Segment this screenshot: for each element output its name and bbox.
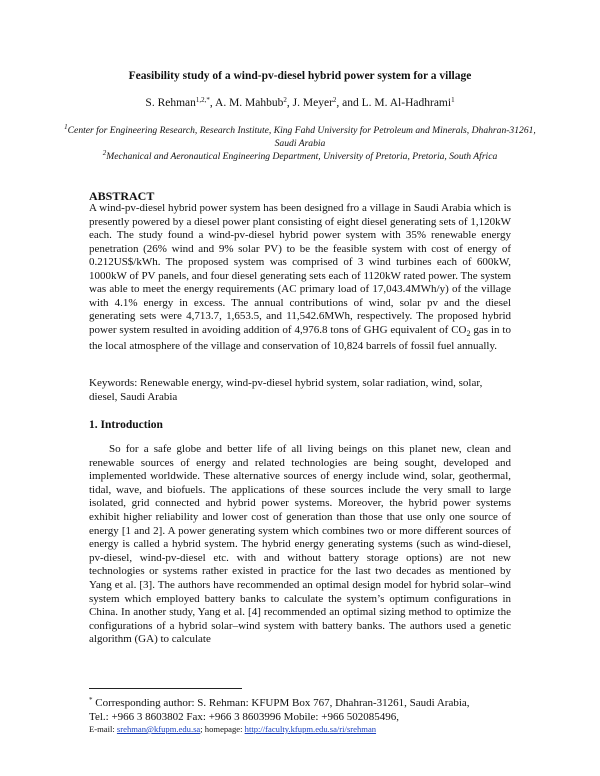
section-heading-introduction: 1. Introduction [89,419,163,431]
footnote-line-1 [89,697,529,711]
author-name: J. Meyer [292,97,333,109]
footnote-divider [89,688,242,689]
author-superscript: 2 [283,96,287,104]
author-separator: , and [336,97,362,109]
email-label: E-mail: [89,724,117,734]
author-superscript: 2 [332,96,337,104]
affiliation-number: 2 [102,149,107,157]
footnote-line-2: Tel.: +966 3 8603802 Fax: +966 3 8603996 Mobile: +966 502085496, [89,710,399,723]
abstract-heading: ABSTRACT [89,189,155,203]
introduction-paragraph: So for a safe globe and better life of all living beings on this planet new, clean and renewable sources of energy and related technologies are being sought, developed and implemented worldwide. These alternative sources of energy include wind, solar, geothermal, tidal, wave, and biofuels. The applications of these sources include the very small to large isolated, grid connected and hybrid power systems. Moreover, the hybrid power systems exhibit higher reliability and lower cost of generation than those that use only one source of energy [1 and 2]. A power generating system which combines two or more different sources of energy is called a hybrid system. The hybrid energy generating systems (such as wind-diesel, pv-diesel, wind-pv-diesel etc. with and without battery storage options) are not new technologies or systems rather existed in practice for the last two decades as mentioned by Yang et al. [3]. The authors have recommended an optimal design model for hybrid solar–wind system which employed battery banks to calculate the system’s optimum configurations in China. In another study, Yang et al. [4] recommended an optimal sizing method to optimize the configurations of a hybrid solar–wind system with battery banks. The authors used a genetic algorithm (GA) to calculate [89,443,511,646]
author-list [0,97,600,109]
abstract-text: A wind-pv-diesel hybrid power system has been designed fro a village in Saudi Arabia which is presently powered by a diesel power plant consisting of eight diesel generating sets of 1,120kW each. The study found a wind-pv-diesel hybrid power system with 35% renewable energy penetration (26% wind and 9% solar PV) to be the feasible system with cost of energy of 0.212US$/kWh. The proposed system was comprised of 3 wind turbines each of 600kW, 1000kW of PV panels, and four diesel generating sets each of 1120kW rated power. The system was able to meet the energy requirements (AC primary load of 17,043.4MWh/y) of the village with 4.1% energy in excess. The annual contributions of wind, solar pv and the diesel generating sets were 4,713.7, 1,653.5, and 11,542.6MWh, respectively. The proposed hybrid power system resulted in avoiding addition of 4,976.8 tons of GHG equivalent of CO [89,202,511,336]
affiliation-text: Mechanical and Aeronautical Engineering Department, University of Pretoria, Pretoria, South Africa [106,151,498,162]
homepage-label: ; homepage: [200,724,245,734]
affiliation-1 [60,124,540,150]
abstract-text-end: gas in to the local atmosphere of the village and conservation of 10,824 barrels of fossil fuel annually. [89,323,511,353]
footnote [89,697,529,724]
author-separator: , [286,97,293,109]
author-superscript: 1 [451,96,455,104]
paper-title: Feasibility study of a wind-pv-diesel hybrid power system for a village [128,70,472,82]
co2-subscript: 2 [466,328,471,338]
author-name: S. Rehman [145,97,196,109]
footnote-text: Corresponding author: S. Rehman: KFUPM Box 767, Dhahran-31261, Saudi Arabia, [92,697,470,709]
author-name: A. M. Mahbub [215,97,284,109]
keywords: Keywords: Renewable energy, wind-pv-diesel hybrid system, solar radiation, wind, solar, diesel, Saudi Arabia [89,377,483,403]
abstract-body [89,202,511,354]
author-superscript: 1,2,* [195,96,210,104]
affiliation-2 [60,150,540,163]
author-separator: , [209,97,216,109]
affiliation-number: 1 [64,123,68,131]
author-name: L. M. Al-Hadhrami [361,97,452,109]
footnote-mark: * [89,696,93,704]
footnote-contact [89,724,529,734]
affiliation-text: Center for Engineering Research, Research Institute, King Fahd University for Petroleum and Minerals, Dhahran-31261, Saudi Arabia [67,125,536,149]
email-link[interactable]: srehman@kfupm.edu.sa [116,724,201,734]
homepage-link[interactable]: http://faculty.kfupm.edu.sa/ri/srehman [244,724,377,734]
